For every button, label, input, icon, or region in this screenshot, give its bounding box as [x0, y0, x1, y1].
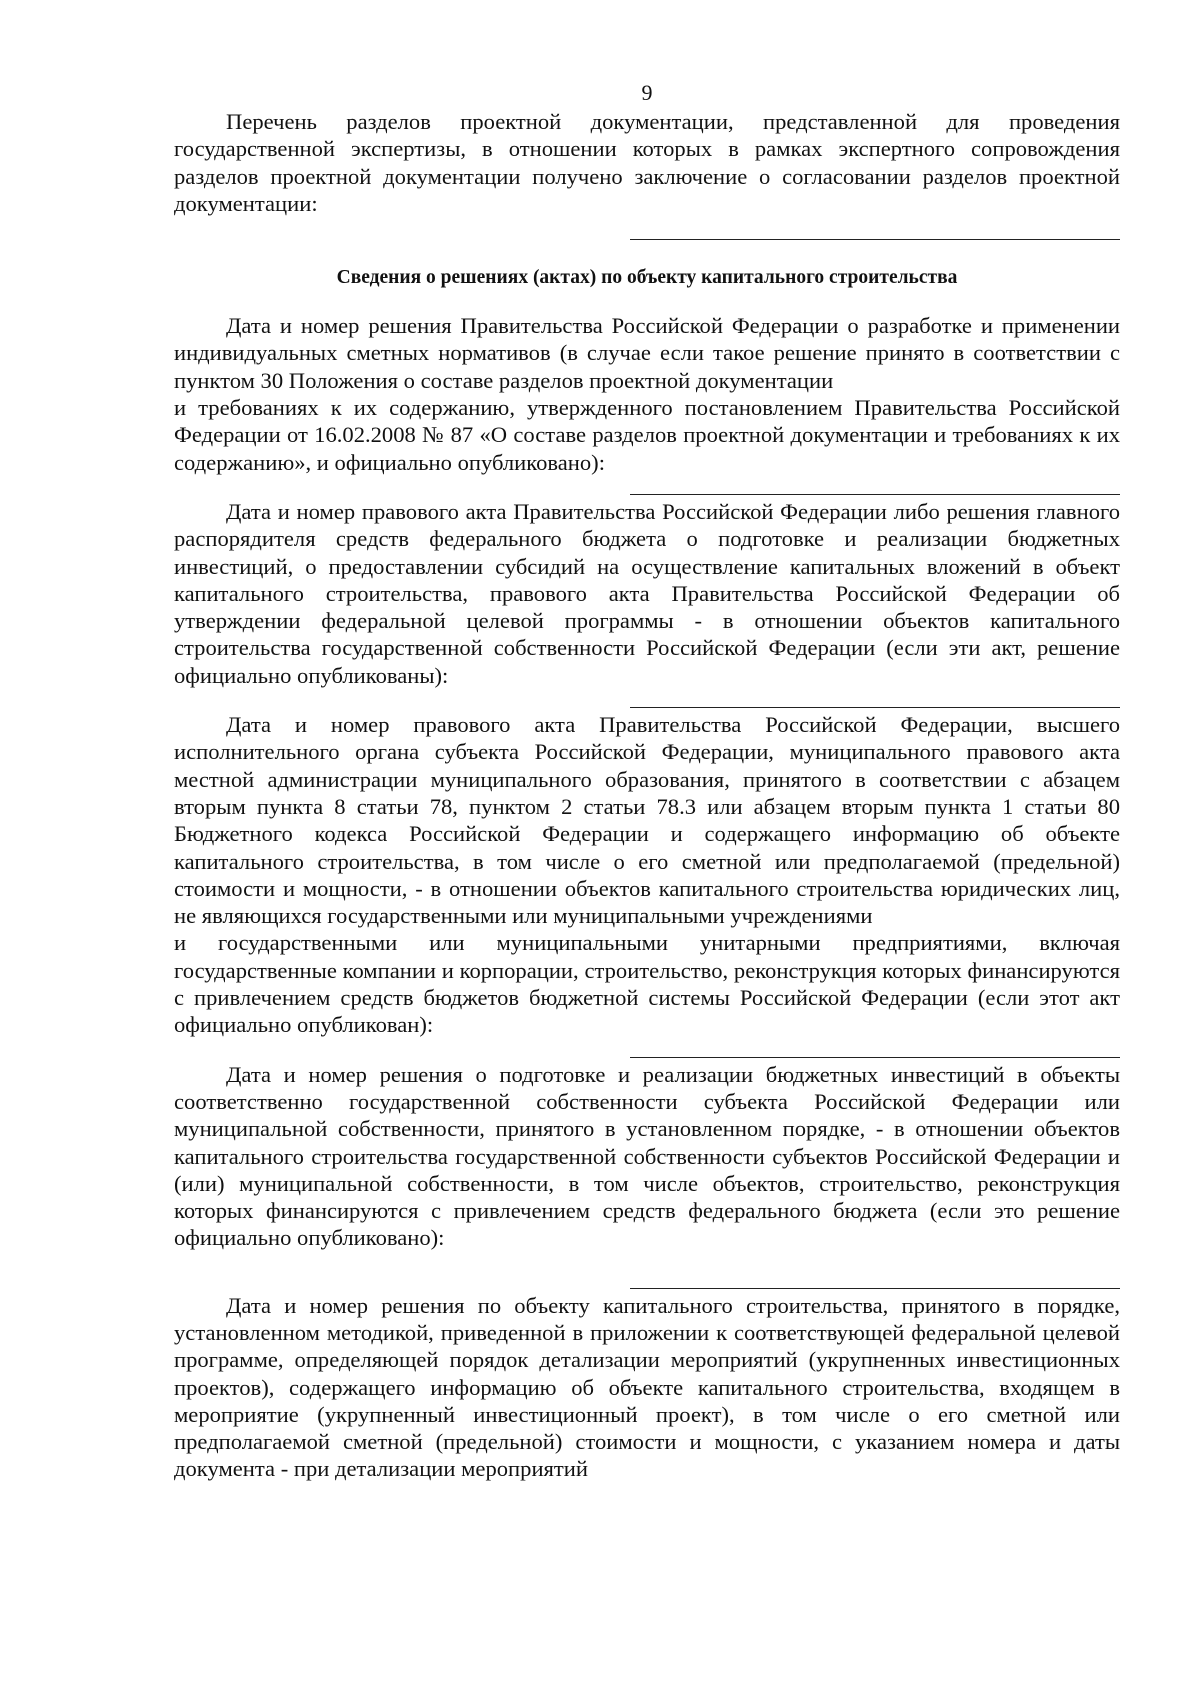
paragraph-legal-act-regional-cont: и государственными или муниципальными унитарными предприятиями, включая государственные компании и корпорации, строительство, реконструкция которых финансируются с привлечением средств бюджетов бюджетной системы Российской Федерации (если этот акт официально опубликован):	[174, 930, 1120, 1038]
paragraph-legal-act-regional: Дата и номер правового акта Правительства Российской Федерации, высшего исполнительного органа субъекта Российской Федерации, муниципального правового акта местной администрации муниципального образования, принятого в соответствии с абзацем вторым пункта 8 статьи 78, пунктом 2 статьи 78.3 или абзацем вторым пункта 1 статьи 80 Бюджетного кодекса Российской Федерации и содержащего информацию об объекте капитального строительства, в том числе о его сметной или предполагаемой (предельной) стоимости и мощности, - в отношении объектов капитального строительства юридических лиц, не являющихся государственными или муниципальными учреждениями	[174, 712, 1120, 929]
paragraph-sections-list: Перечень разделов проектной документации, представленной для проведения государственной экспертизы, в отношении которых в рамках экспертного сопровождения разделов проектной документации получено заключение о согласовании разделов проектной документации:	[174, 109, 1120, 216]
document-page	[174, 80, 1120, 1483]
paragraph-government-decision-cont: и требованиях к их содержанию, утвержденного постановлением Правительства Российской Федерации от 16.02.2008 № 87 «О составе разделов проектной документации и требованиях к их содержанию», и официально опубликовано):	[174, 395, 1120, 475]
paragraph-government-decision: Дата и номер решения Правительства Российской Федерации о разработке и применении индивидуальных сметных нормативов (в случае если такое решение принято в соответствии с пунктом 30 Положения о составе разделов проектной документации	[174, 313, 1120, 393]
paragraph-legal-act-federal: Дата и номер правового акта Правительства Российской Федерации либо решения главного распорядителя средств федерального бюджета о подготовке и реализации бюджетных инвестиций, о предоставлении субсидий на осуществление капитальных вложений в объект капитального строительства, правового акта Правительства Российской Федерации об утверждении федеральной целевой программы - в отношении объектов капитального строительства государственной собственности Российской Федерации (если эти акт, решение официально опубликованы):	[174, 498, 1120, 688]
paragraph-budget-investments: Дата и номер решения о подготовке и реализации бюджетных инвестиций в объекты соответственно государственной собственности субъекта Российской Федерации или муниципальной собственности, принятого в установленном порядке, - в отношении объектов капитального строительства государственной собственности субъектов Российской Федерации и (или) муниципальной собственности, в том числе объектов, строительство, реконструкция которых финансируются с привлечением средств федерального бюджета (если это решение официально опубликовано):	[174, 1061, 1120, 1251]
section-heading: Сведения о решениях (актах) по объекту капитального строительства	[336, 267, 958, 289]
paragraph-capital-object-decision: Дата и номер решения по объекту капитального строительства, принятого в порядке, установленном методикой, приведенной в приложении к соответствующей федеральной целевой программе, определяющей порядок детализации мероприятий (укрупненных инвестиционных проектов), содержащего информацию об объекте капитального строительства, входящем в мероприятие (укрупненный инвестиционный проект), в том числе о его сметной или предполагаемой сметной (предельной) стоимости и мощности, с указанием номера и даты документа - при детализации мероприятий	[174, 1292, 1120, 1482]
page-number: 9	[641, 80, 653, 105]
